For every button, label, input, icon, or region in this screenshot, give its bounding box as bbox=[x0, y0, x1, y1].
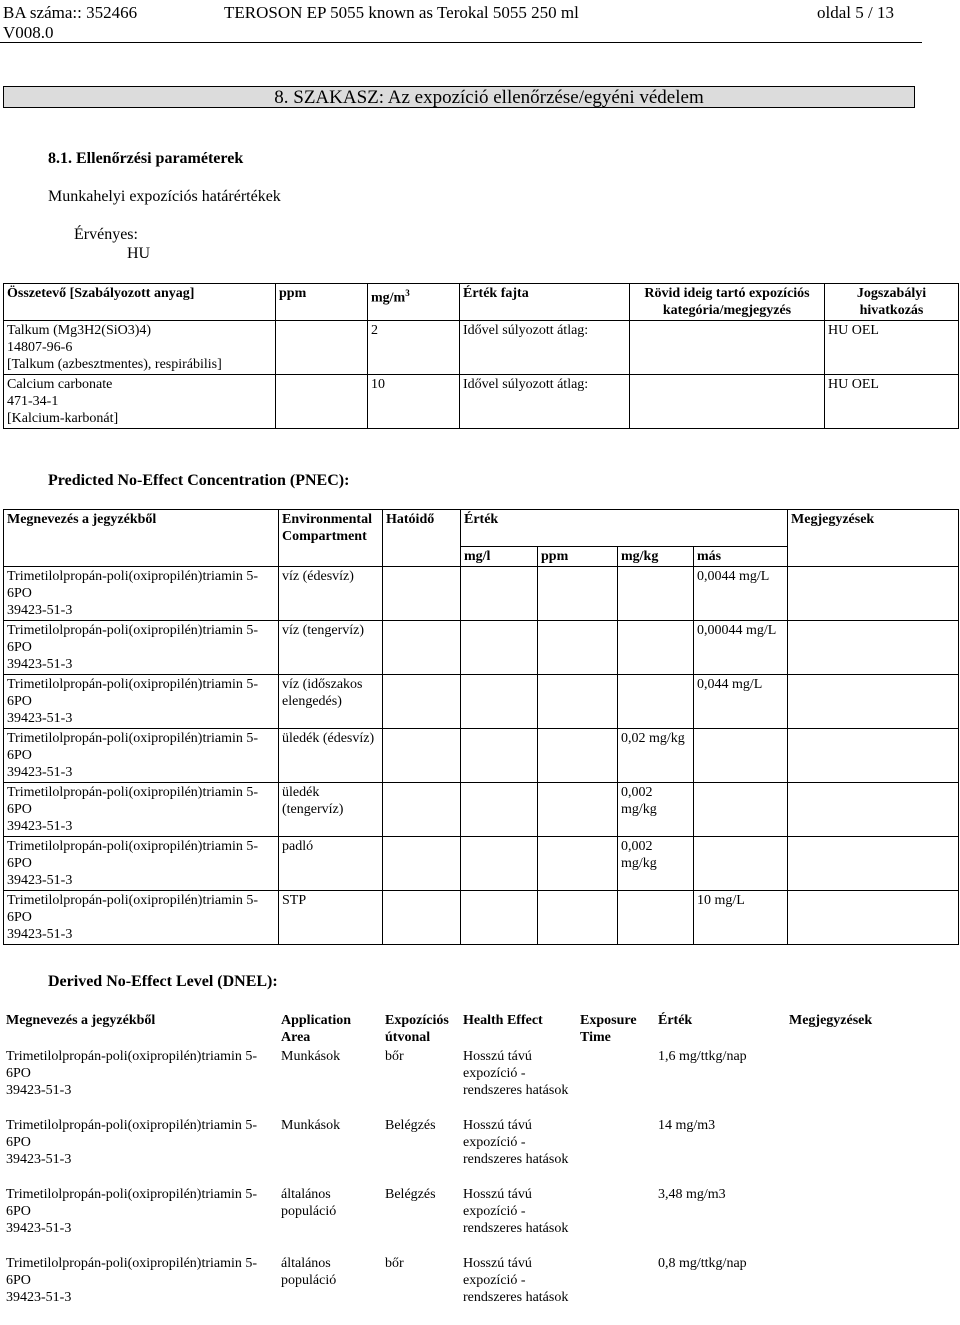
substance-cas: 39423-51-3 bbox=[7, 819, 73, 834]
table-row bbox=[4, 891, 959, 945]
dnel-route: bőr bbox=[385, 1256, 404, 1271]
substance-name-suffix: 6PO bbox=[7, 910, 32, 925]
pnec-mgkg bbox=[618, 567, 694, 621]
dnel-effect: Hosszú távú expozíció - rendszeres hatások bbox=[463, 1256, 569, 1305]
pnec-remarks bbox=[788, 891, 959, 945]
dnel-time bbox=[577, 1185, 655, 1254]
dnel-value: 0,8 mg/ttkg/nap bbox=[658, 1256, 747, 1271]
component-cas: 14807-96-6 bbox=[7, 340, 73, 355]
dnel-effect: Hosszú távú expozíció - rendszeres hatások bbox=[463, 1049, 569, 1098]
oel-col-value-type: Érték fajta bbox=[460, 284, 630, 321]
substance-cas: 39423-51-3 bbox=[6, 1083, 72, 1098]
oel-header-row bbox=[4, 284, 959, 321]
pnec-col-other: más bbox=[694, 547, 788, 567]
substance-name bbox=[4, 729, 279, 783]
dnel-effect: Hosszú távú expozíció - rendszeres hatások bbox=[463, 1118, 569, 1167]
component-cas: 471-34-1 bbox=[7, 394, 59, 409]
substance-cas: 39423-51-3 bbox=[7, 873, 73, 888]
section-title-bar bbox=[3, 86, 915, 108]
oel-col-mgm3 bbox=[368, 284, 460, 321]
oel-legal: HU OEL bbox=[825, 375, 959, 429]
doc-number: BA száma:: 352466 bbox=[3, 3, 138, 22]
substance-name-line: Trimetilolpropán-poli(oxipropilén)triamin 5- bbox=[7, 623, 259, 638]
pnec-compartment: víz (időszakos elengedés) bbox=[279, 675, 383, 729]
dnel-time bbox=[577, 1254, 655, 1323]
pnec-other bbox=[694, 729, 788, 783]
dnel-title: Derived No-Effect Level (DNEL): bbox=[48, 973, 278, 990]
pnec-compartment: üledék (édesvíz) bbox=[279, 729, 383, 783]
substance-cas: 39423-51-3 bbox=[7, 927, 73, 942]
pnec-period bbox=[383, 837, 461, 891]
oel-title: Munkahelyi expozíciós határértékek bbox=[48, 188, 281, 205]
table-row bbox=[4, 567, 959, 621]
pnec-remarks bbox=[788, 783, 959, 837]
dnel-col-area: Application Area bbox=[281, 1013, 352, 1045]
pnec-title: Predicted No-Effect Concentration (PNEC): bbox=[48, 472, 350, 489]
dnel-value: 14 mg/m3 bbox=[658, 1118, 716, 1133]
dnel-col-route: Expozíciós útvonal bbox=[385, 1013, 449, 1045]
substance-name-suffix: 6PO bbox=[6, 1135, 31, 1150]
table-row bbox=[3, 1254, 958, 1323]
substance-name bbox=[4, 621, 279, 675]
header-rule bbox=[0, 42, 922, 43]
dnel-route: Belégzés bbox=[385, 1118, 436, 1133]
component-name: Calcium carbonate bbox=[7, 377, 113, 392]
pnec-compartment: padló bbox=[279, 837, 383, 891]
pnec-remarks bbox=[788, 675, 959, 729]
dnel-col-effect: Health Effect bbox=[463, 1013, 543, 1028]
pnec-ppm bbox=[538, 729, 618, 783]
dnel-col-remarks: Megjegyzések bbox=[789, 1013, 873, 1028]
pnec-period bbox=[383, 891, 461, 945]
oel-table bbox=[3, 283, 959, 429]
pnec-col-mgkg: mg/kg bbox=[618, 547, 694, 567]
pnec-remarks bbox=[788, 621, 959, 675]
substance-name bbox=[3, 1047, 278, 1116]
subsection-title: 8.1. Ellenőrzési paraméterek bbox=[48, 150, 244, 167]
substance-name-suffix: 6PO bbox=[6, 1066, 31, 1081]
oel-value-type: Idővel súlyozott átlag: bbox=[460, 321, 630, 375]
pnec-col-name-text: Megnevezés a jegyzékből bbox=[7, 512, 157, 527]
substance-name-line: Trimetilolpropán-poli(oxipropilén)triamin 5- bbox=[6, 1187, 258, 1202]
oel-short-term bbox=[630, 375, 825, 429]
oel-col-legal: Jogszabályi hivatkozás bbox=[825, 284, 959, 321]
pnec-col-ppm: ppm bbox=[538, 547, 618, 567]
pnec-ppm bbox=[538, 567, 618, 621]
pnec-ppm bbox=[538, 621, 618, 675]
substance-name-suffix: 6PO bbox=[7, 856, 32, 871]
oel-col-ppm: ppm bbox=[276, 284, 368, 321]
valid-country: HU bbox=[127, 245, 151, 262]
section-title: 8. SZAKASZ: Az expozíció ellenőrzése/egyéni védelem bbox=[274, 87, 704, 108]
oel-mgm3: 10 bbox=[368, 375, 460, 429]
dnel-col-value: Érték bbox=[658, 1013, 693, 1028]
pnec-mgkg bbox=[618, 891, 694, 945]
table-row bbox=[4, 837, 959, 891]
oel-col-component: Összetevő [Szabályozott anyag] bbox=[4, 284, 276, 321]
pnec-header-row bbox=[4, 510, 959, 547]
dnel-route: bőr bbox=[385, 1049, 404, 1064]
dnel-header-row bbox=[3, 1011, 958, 1047]
substance-name-line: Trimetilolpropán-poli(oxipropilén)triamin 5- bbox=[7, 731, 259, 746]
dnel-col-time: Exposure Time bbox=[580, 1013, 637, 1045]
page-number: oldal 5 / 13 bbox=[817, 3, 894, 22]
pnec-col-remarks: Megjegyzések bbox=[788, 510, 959, 567]
product-name: TEROSON EP 5055 known as Terokal 5055 250 ml bbox=[224, 3, 579, 22]
valid-label: Érvényes: bbox=[74, 226, 138, 243]
pnec-ppm bbox=[538, 675, 618, 729]
substance-name bbox=[4, 675, 279, 729]
dnel-remarks bbox=[786, 1116, 958, 1185]
dnel-col-name: Megnevezés a jegyzékből bbox=[6, 1013, 156, 1028]
dnel-remarks bbox=[786, 1254, 958, 1323]
substance-name-line: Trimetilolpropán-poli(oxipropilén)triamin 5- bbox=[7, 893, 259, 908]
component-regulated: [Talkum (azbesztmentes), respirábilis] bbox=[7, 357, 222, 372]
table-row bbox=[4, 621, 959, 675]
dnel-value: 3,48 mg/m3 bbox=[658, 1187, 726, 1202]
substance-name bbox=[4, 891, 279, 945]
oel-component bbox=[4, 321, 276, 375]
substance-name-suffix: 6PO bbox=[7, 748, 32, 763]
pnec-other: 0,0044 mg/L bbox=[694, 567, 788, 621]
pnec-mgkg: 0,002 mg/kg bbox=[618, 783, 694, 837]
oel-short-term bbox=[630, 321, 825, 375]
oel-legal: HU OEL bbox=[825, 321, 959, 375]
pnec-compartment: víz (tengervíz) bbox=[279, 621, 383, 675]
oel-component bbox=[4, 375, 276, 429]
dnel-area: Munkások bbox=[281, 1118, 341, 1133]
pnec-mgl bbox=[461, 729, 538, 783]
table-row bbox=[3, 1047, 958, 1116]
table-row bbox=[3, 1185, 958, 1254]
substance-cas: 39423-51-3 bbox=[6, 1221, 72, 1236]
substance-name-line: Trimetilolpropán-poli(oxipropilén)triamin 5- bbox=[7, 677, 259, 692]
substance-name-line: Trimetilolpropán-poli(oxipropilén)triamin 5- bbox=[7, 569, 259, 584]
oel-col-mgm3-text: mg/m bbox=[371, 290, 406, 306]
substance-name-suffix: 6PO bbox=[7, 640, 32, 655]
substance-cas: 39423-51-3 bbox=[6, 1152, 72, 1167]
pnec-mgl bbox=[461, 621, 538, 675]
pnec-other: 0,044 mg/L bbox=[694, 675, 788, 729]
substance-name bbox=[4, 567, 279, 621]
pnec-remarks bbox=[788, 837, 959, 891]
table-row bbox=[4, 675, 959, 729]
pnec-col-mgl: mg/l bbox=[461, 547, 538, 567]
pnec-mgl bbox=[461, 783, 538, 837]
substance-name-line: Trimetilolpropán-poli(oxipropilén)triamin 5- bbox=[6, 1049, 258, 1064]
substance-name bbox=[3, 1116, 278, 1185]
pnec-other: 0,00044 mg/L bbox=[694, 621, 788, 675]
dnel-value: 1,6 mg/ttkg/nap bbox=[658, 1049, 747, 1064]
table-row bbox=[4, 729, 959, 783]
substance-name-line: Trimetilolpropán-poli(oxipropilén)triamin 5- bbox=[6, 1118, 258, 1133]
pnec-remarks bbox=[788, 567, 959, 621]
dnel-time bbox=[577, 1047, 655, 1116]
pnec-other bbox=[694, 783, 788, 837]
pnec-mgkg: 0,02 mg/kg bbox=[618, 729, 694, 783]
pnec-table bbox=[3, 509, 959, 945]
pnec-compartment: STP bbox=[279, 891, 383, 945]
pnec-period bbox=[383, 621, 461, 675]
version: V008.0 bbox=[3, 23, 54, 42]
dnel-remarks bbox=[786, 1047, 958, 1116]
substance-name bbox=[4, 837, 279, 891]
substance-cas: 39423-51-3 bbox=[7, 711, 73, 726]
pnec-compartment: üledék (tengervíz) bbox=[279, 783, 383, 837]
pnec-ppm bbox=[538, 837, 618, 891]
substance-cas: 39423-51-3 bbox=[6, 1290, 72, 1305]
substance-name-line: Trimetilolpropán-poli(oxipropilén)triamin 5- bbox=[7, 839, 259, 854]
pnec-mgl bbox=[461, 837, 538, 891]
pnec-col-name bbox=[4, 510, 279, 567]
substance-cas: 39423-51-3 bbox=[7, 765, 73, 780]
substance-name-suffix: 6PO bbox=[7, 694, 32, 709]
substance-name-line: Trimetilolpropán-poli(oxipropilén)triamin 5- bbox=[6, 1256, 258, 1271]
pnec-mgkg: 0,002 mg/kg bbox=[618, 837, 694, 891]
pnec-remarks bbox=[788, 729, 959, 783]
pnec-period bbox=[383, 675, 461, 729]
dnel-table bbox=[3, 1011, 958, 1323]
dnel-area: általános populáció bbox=[281, 1256, 337, 1288]
substance-name-line: Trimetilolpropán-poli(oxipropilén)triamin 5- bbox=[7, 785, 259, 800]
substance-name-suffix: 6PO bbox=[6, 1204, 31, 1219]
pnec-mgl bbox=[461, 891, 538, 945]
component-regulated: [Kalcium-karbonát] bbox=[7, 411, 119, 426]
pnec-col-compartment: Environmental Compartment bbox=[279, 510, 383, 567]
pnec-compartment: víz (édesvíz) bbox=[279, 567, 383, 621]
substance-name-suffix: 6PO bbox=[7, 586, 32, 601]
pnec-ppm bbox=[538, 891, 618, 945]
component-name: Talkum (Mg3H2(SiO3)4) bbox=[7, 323, 152, 338]
table-row bbox=[4, 375, 959, 429]
dnel-area: Munkások bbox=[281, 1049, 341, 1064]
pnec-other: 10 mg/L bbox=[694, 891, 788, 945]
substance-name bbox=[3, 1254, 278, 1323]
oel-ppm bbox=[276, 375, 368, 429]
pnec-period bbox=[383, 567, 461, 621]
oel-ppm bbox=[276, 321, 368, 375]
oel-col-short-term: Rövid ideig tartó expozíciós kategória/megjegyzés bbox=[630, 284, 825, 321]
pnec-col-period: Hatóidő bbox=[383, 510, 461, 567]
dnel-remarks bbox=[786, 1185, 958, 1254]
pnec-ppm bbox=[538, 783, 618, 837]
oel-mgm3: 2 bbox=[368, 321, 460, 375]
pnec-mgl bbox=[461, 567, 538, 621]
pnec-other bbox=[694, 837, 788, 891]
substance-name-suffix: 6PO bbox=[7, 802, 32, 817]
table-row bbox=[4, 321, 959, 375]
pnec-mgkg bbox=[618, 621, 694, 675]
substance-name bbox=[4, 783, 279, 837]
substance-cas: 39423-51-3 bbox=[7, 603, 73, 618]
pnec-mgkg bbox=[618, 675, 694, 729]
pnec-period bbox=[383, 729, 461, 783]
table-row bbox=[4, 783, 959, 837]
dnel-effect: Hosszú távú expozíció - rendszeres hatások bbox=[463, 1187, 569, 1236]
dnel-time bbox=[577, 1116, 655, 1185]
pnec-mgl bbox=[461, 675, 538, 729]
table-row bbox=[3, 1116, 958, 1185]
substance-name-suffix: 6PO bbox=[6, 1273, 31, 1288]
substance-name bbox=[3, 1185, 278, 1254]
substance-cas: 39423-51-3 bbox=[7, 657, 73, 672]
oel-col-mgm3-sup: 3 bbox=[405, 288, 410, 298]
oel-value-type: Idővel súlyozott átlag: bbox=[460, 375, 630, 429]
pnec-col-value: Érték bbox=[461, 510, 788, 547]
dnel-area: általános populáció bbox=[281, 1187, 337, 1219]
pnec-period bbox=[383, 783, 461, 837]
dnel-route: Belégzés bbox=[385, 1187, 436, 1202]
